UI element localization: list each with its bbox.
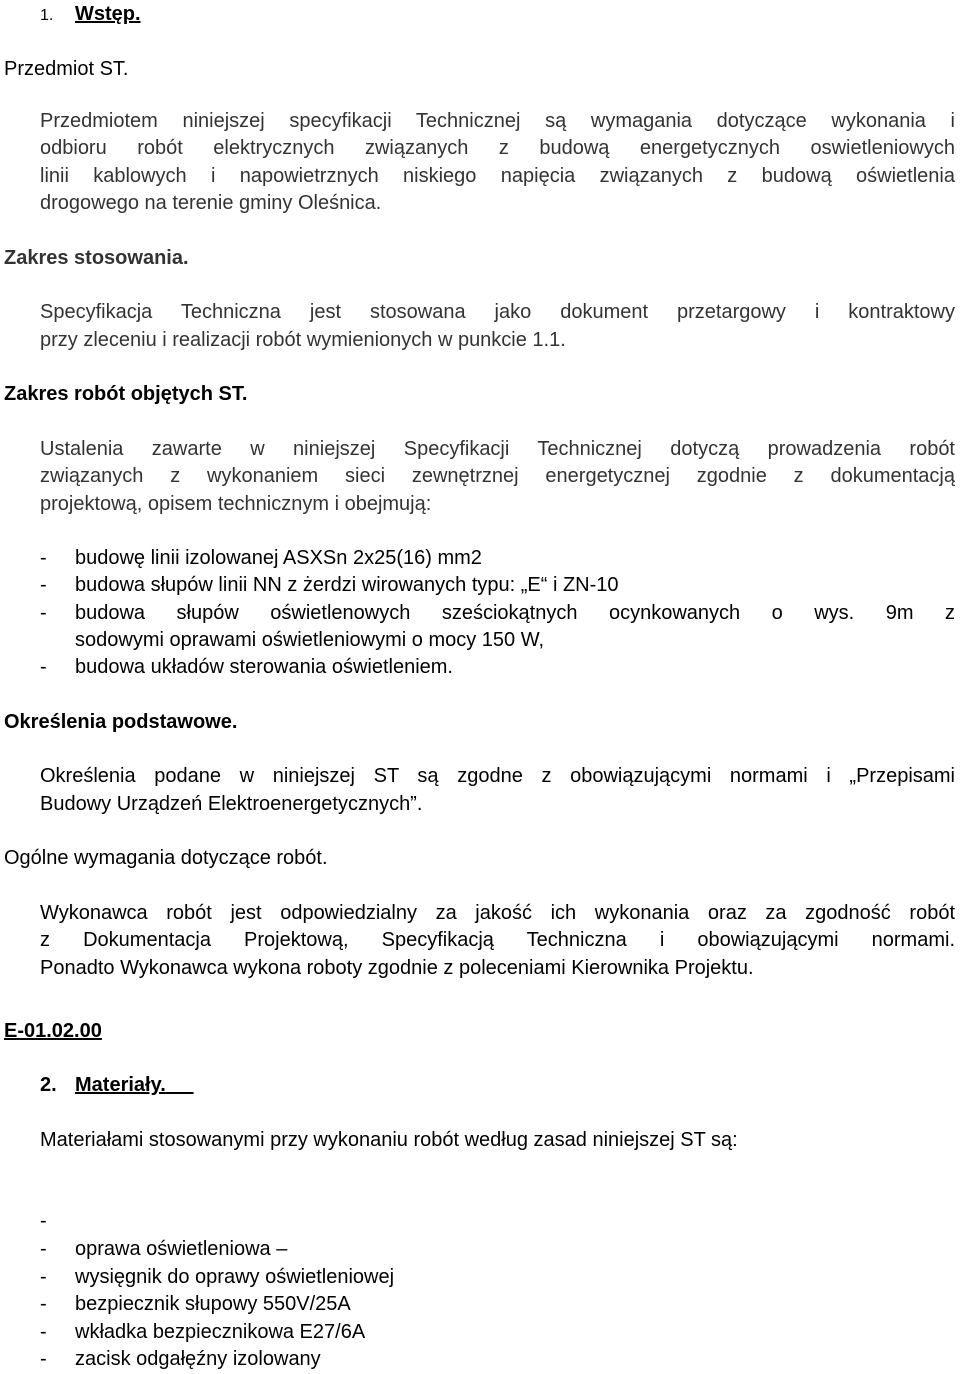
list-dash: - — [40, 602, 47, 624]
list-dash: - — [40, 547, 47, 569]
subsection-heading-definitions: Określenia podstawowe. — [4, 711, 238, 733]
paragraph-line: związanych z wykonaniem sieci zewnętrznej energetycznej zgodnie z dokumentacją — [40, 465, 955, 487]
list-dash: - — [40, 1238, 47, 1260]
paragraph-line: Budowy Urządzeń Elektroenergetycznych”. — [40, 793, 423, 815]
paragraph-line: przy zleceniu i realizacji robót wymienionych w punkcie 1.1. — [40, 329, 566, 351]
list-dash: - — [40, 656, 47, 678]
paragraph-line: Ponadto Wykonawca wykona roboty zgodnie z poleceniami Kierownika Projektu. — [40, 957, 754, 979]
list-item: wysięgnik do oprawy oświetleniowej — [75, 1266, 395, 1288]
list-item: budowa układów sterowania oświetleniem. — [75, 656, 453, 678]
list-item: bezpiecznik słupowy 550V/25A — [75, 1293, 351, 1315]
paragraph-line: projektową, opisem technicznym i obejmują: — [40, 493, 432, 515]
list-dash: - — [40, 1210, 47, 1232]
list-item: budowę linii izolowanej ASXSn 2x25(16) mm2 — [75, 547, 482, 569]
paragraph-line: z Dokumentacja Projektową, Specyfikacją Techniczna i obowiązującymi normami. — [40, 929, 955, 951]
list-dash: - — [40, 574, 47, 596]
list-item: budowa słupów linii NN z żerdzi wirowanych typu: „E“ i ZN-10 — [75, 574, 619, 596]
list-item: wkładka bezpiecznikowa E27/6A — [75, 1321, 366, 1343]
paragraph-line: Przedmiotem niniejszej specyfikacji Technicznej są wymagania dotyczące wykonania i — [40, 110, 955, 132]
section-number: 1. — [40, 7, 54, 24]
paragraph-line: Wykonawca robót jest odpowiedzialny za jakość ich wykonania oraz za zgodność robót — [40, 902, 955, 924]
paragraph-line: drogowego na terenie gminy Oleśnica. — [40, 192, 382, 214]
subsection-heading-subject: Przedmiot ST. — [4, 58, 129, 80]
list-item-continuation: sodowymi oprawami oświetleniowymi o mocy 150 W, — [75, 629, 545, 651]
list-item: budowa słupów oświetlenowych sześciokątnych ocynkowanych o wys. 9m z — [75, 602, 955, 624]
section-number: 2. — [40, 1074, 57, 1096]
list-dash: - — [40, 1348, 47, 1370]
paragraph-line: Specyfikacja Techniczna jest stosowana jako dokument przetargowy i kontraktowy — [40, 301, 955, 323]
subsection-heading-scope: Zakres stosowania. — [4, 247, 189, 269]
subsection-heading-works: Zakres robót objętych ST. — [4, 383, 248, 405]
section-heading: Wstęp. — [75, 3, 141, 25]
section-heading-text: Materiały. — [75, 1074, 166, 1096]
paragraph-line: Materiałami stosowanymi przy wykonaniu robót według zasad niniejszej ST są: — [40, 1129, 738, 1151]
subsection-heading-general: Ogólne wymagania dotyczące robót. — [4, 847, 328, 869]
list-item: zacisk odgałęźny izolowany — [75, 1348, 321, 1370]
list-dash: - — [40, 1293, 47, 1315]
paragraph-line: Określenia podane w niniejszej ST są zgodne z obowiązującymi normami i „Przepisami — [40, 765, 955, 787]
paragraph-line: odbioru robót elektrycznych związanych z budową energetycznych oswietleniowych — [40, 137, 955, 159]
spec-code: E-01.02.00 — [4, 1020, 102, 1042]
paragraph-line: linii kablowych i napowietrznych niskiego napięcia związanych z budową oświetlenia — [40, 165, 955, 187]
section-heading — [75, 1073, 194, 1097]
paragraph-line: Ustalenia zawarte w niniejszej Specyfikacji Technicznej dotyczą prowadzenia robót — [40, 438, 955, 460]
list-dash: - — [40, 1266, 47, 1288]
list-dash: - — [40, 1321, 47, 1343]
list-item: oprawa oświetleniowa – — [75, 1238, 288, 1260]
